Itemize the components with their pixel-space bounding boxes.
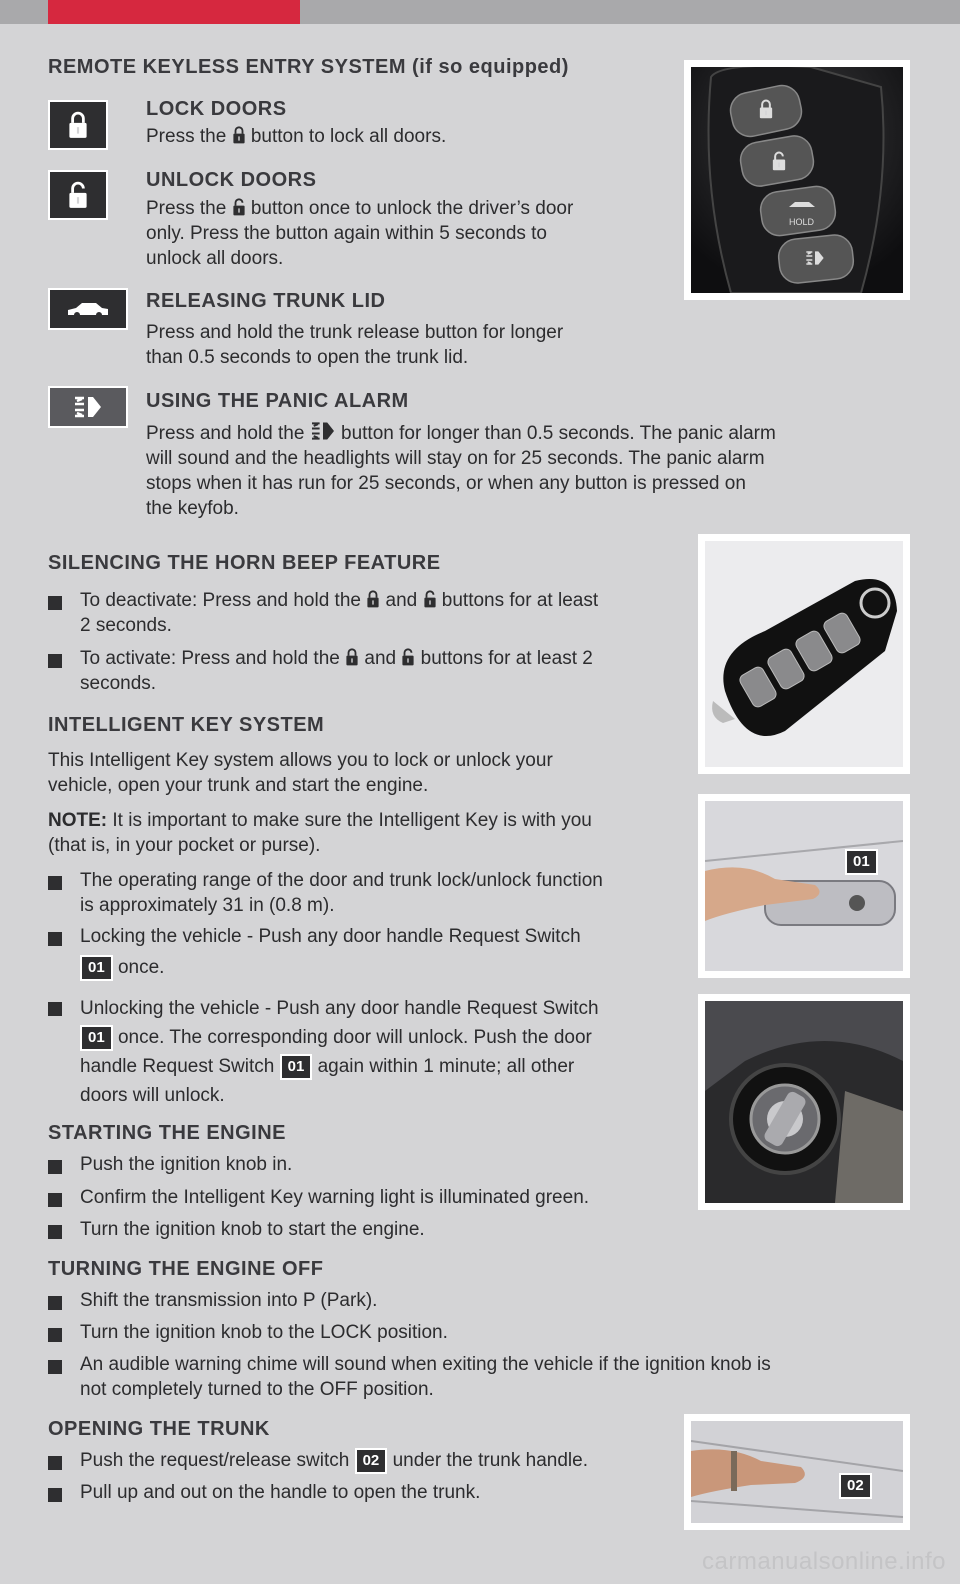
- door-handle-illustration: [705, 801, 903, 971]
- horn-b1-post: buttons for at least: [441, 590, 599, 611]
- engine-off-title: TURNING THE ENGINE OFF: [48, 1258, 324, 1280]
- horn-b1-line2: 2 seconds.: [80, 615, 172, 636]
- ikey-p1-line1: This Intelligent Key system allows you to lock or unlock your: [48, 750, 553, 771]
- intelligent-key-illustration: [705, 541, 903, 767]
- ikey-b1-line2: is approximately 31 in (0.8 m).: [80, 895, 335, 916]
- top-bar: [0, 0, 960, 24]
- ignition-illustration: [705, 1001, 903, 1203]
- trunk-open-b1-pre: Push the request/release switch: [80, 1450, 350, 1472]
- panic-text-pre: Press and hold the: [146, 423, 305, 444]
- horn-b2-and: and: [364, 648, 397, 669]
- bullet-marker: [48, 1360, 62, 1374]
- ignition-knob-photo: [698, 994, 910, 1210]
- trunk-handle-illustration: [691, 1421, 903, 1523]
- request-switch-tag: 01: [80, 955, 113, 981]
- ikey-b3-line2: once. The corresponding door will unlock. Push the door: [117, 1027, 592, 1048]
- unlock-icon: [232, 197, 246, 217]
- ikey-b2-line2: once.: [117, 957, 165, 979]
- panic-alarm-title: USING THE PANIC ALARM: [146, 390, 409, 412]
- trunk-lid-title: RELEASING TRUNK LID: [146, 290, 386, 312]
- unlock-icon: [401, 647, 415, 667]
- request-switch-tag: 01: [280, 1054, 313, 1080]
- unlock-button-icon-box: [48, 170, 108, 220]
- panic-icon: [310, 420, 336, 442]
- car-trunk-icon: [66, 299, 110, 319]
- keyfob-photo: [684, 60, 910, 300]
- trunk-open-b1-post: under the trunk handle.: [392, 1450, 588, 1472]
- horn-b2-line2: seconds.: [80, 673, 157, 694]
- lock-icon: [345, 647, 359, 667]
- lock-doors-text-pre: Press the: [146, 126, 227, 147]
- ikey-b3-line4: doors will unlock.: [80, 1085, 225, 1106]
- bullet-marker: [48, 654, 62, 668]
- bullet-marker: [48, 1456, 62, 1470]
- unlock-doors-title: UNLOCK DOORS: [146, 169, 317, 191]
- lock-doors-text-post: button to lock all doors.: [250, 126, 447, 147]
- horn-b2-pre: To activate: Press and hold the: [80, 648, 340, 669]
- bullet-marker: [48, 1296, 62, 1310]
- unlock-icon: [67, 181, 89, 209]
- intelligent-key-title: INTELLIGENT KEY SYSTEM: [48, 714, 325, 736]
- off-item3-line2: not completely turned to the OFF position.: [80, 1379, 434, 1400]
- intelligent-key-photo: [698, 534, 910, 774]
- bullet-marker: [48, 1193, 62, 1207]
- bullet-marker: [48, 932, 62, 946]
- note-label: NOTE:: [48, 810, 108, 831]
- fob-hold-label: HOLD: [789, 217, 815, 227]
- horn-b1-and: and: [385, 590, 418, 611]
- start-item: Confirm the Intelligent Key warning light is illuminated green.: [80, 1187, 590, 1208]
- lock-doors-title: LOCK DOORS: [146, 98, 287, 120]
- lock-icon: [232, 125, 246, 145]
- ikey-b3-line3-post: again within 1 minute; all other: [317, 1056, 575, 1077]
- panic-text-line3: stops when it has run for 25 seconds, or when any button is pressed on: [146, 473, 746, 494]
- start-item: Turn the ignition knob to start the engine.: [80, 1219, 425, 1240]
- horn-beep-title: SILENCING THE HORN BEEP FEATURE: [48, 552, 441, 574]
- unlock-text-line2: only. Press the button again within 5 seconds to: [146, 223, 548, 244]
- bullet-marker: [48, 876, 62, 890]
- release-switch-callout: 02: [839, 1473, 872, 1499]
- ikey-p1-line2: vehicle, open your trunk and start the engine.: [48, 775, 429, 796]
- ikey-b1-line1: The operating range of the door and trunk lock/unlock function: [80, 870, 603, 891]
- bullet-marker: [48, 1160, 62, 1174]
- bullet-marker: [48, 1488, 62, 1502]
- ikey-b3-line3-pre: handle Request Switch: [80, 1056, 275, 1077]
- horn-b1-pre: To deactivate: Press and hold the: [80, 590, 361, 611]
- starting-engine-title: STARTING THE ENGINE: [48, 1122, 287, 1144]
- keyfob-illustration: [691, 67, 903, 293]
- trunk-handle-photo: [684, 1414, 910, 1530]
- lock-icon: [67, 111, 89, 139]
- panic-text-line1: button for longer than 0.5 seconds. The panic alarm: [341, 423, 776, 444]
- ikey-b2-line1: Locking the vehicle - Push any door handle Request Switch: [80, 926, 581, 947]
- door-handle-photo: [698, 794, 910, 978]
- off-item: Shift the transmission into P (Park).: [80, 1290, 378, 1311]
- page-title: REMOTE KEYLESS ENTRY SYSTEM (if so equipped): [48, 56, 569, 78]
- bullet-marker: [48, 1002, 62, 1016]
- request-switch-callout: 01: [845, 849, 878, 875]
- panic-icon: [73, 394, 103, 420]
- release-switch-tag: 02: [355, 1448, 388, 1474]
- lock-icon: [366, 589, 380, 609]
- bullet-marker: [48, 1225, 62, 1239]
- panic-button-icon-box: [48, 386, 128, 428]
- off-item3-line1: An audible warning chime will sound when exiting the vehicle if the ignition knob is: [80, 1354, 771, 1375]
- trunk-text-line2: than 0.5 seconds to open the trunk lid.: [146, 347, 469, 368]
- off-item: Turn the ignition knob to the LOCK position.: [80, 1322, 448, 1343]
- note-line1: It is important to make sure the Intelligent Key is with you: [112, 810, 592, 831]
- top-bar-accent: [48, 0, 300, 24]
- watermark: carmanualsonline.info: [702, 1548, 946, 1575]
- ikey-b3-line1: Unlocking the vehicle - Push any door handle Request Switch: [80, 998, 599, 1019]
- trunk-open-b2: Pull up and out on the handle to open the trunk.: [80, 1482, 481, 1503]
- unlock-text-line1: button once to unlock the driver’s door: [250, 198, 574, 219]
- panic-text-line2: will sound and the headlights will stay on for 25 seconds. The panic alarm: [146, 448, 765, 469]
- panic-text-line4: the keyfob.: [146, 498, 239, 519]
- bullet-marker: [48, 1328, 62, 1342]
- trunk-button-icon-box: [48, 288, 128, 330]
- bullet-marker: [48, 596, 62, 610]
- request-switch-tag: 01: [80, 1025, 113, 1051]
- unlock-text-pre: Press the: [146, 198, 227, 219]
- note-line2: (that is, in your pocket or purse).: [48, 835, 321, 856]
- lock-button-icon-box: [48, 100, 108, 150]
- unlock-icon: [423, 589, 437, 609]
- trunk-text-line1: Press and hold the trunk release button for longer: [146, 322, 564, 343]
- start-item: Push the ignition knob in.: [80, 1154, 293, 1175]
- unlock-text-line3: unlock all doors.: [146, 248, 284, 269]
- opening-trunk-title: OPENING THE TRUNK: [48, 1418, 270, 1440]
- horn-b2-post: buttons for at least 2: [420, 648, 593, 669]
